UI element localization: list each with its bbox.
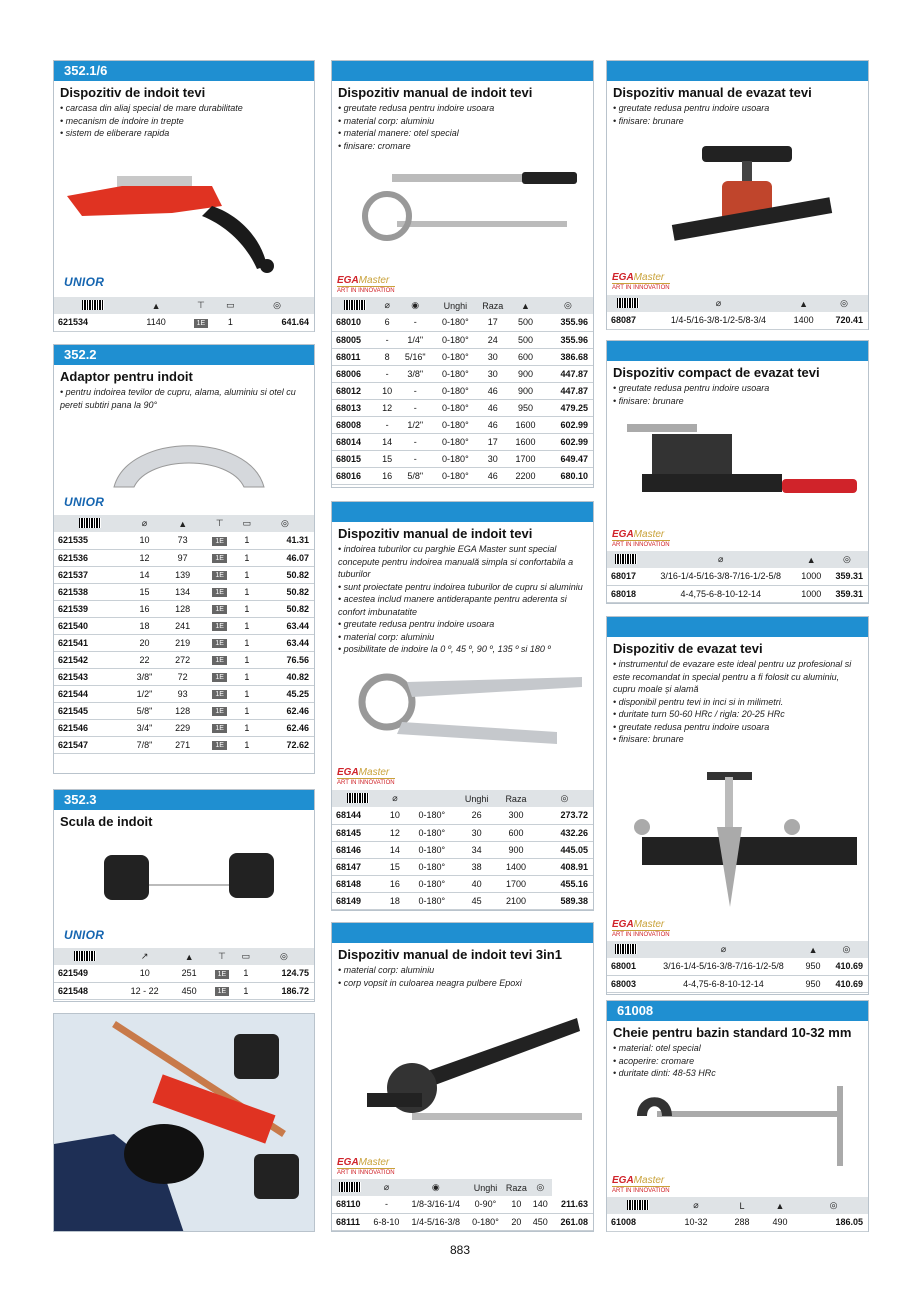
bullet: • sistem de eliberare rapida bbox=[60, 128, 170, 138]
weight-icon: ▲ bbox=[761, 1197, 799, 1214]
barcode-icon bbox=[332, 790, 383, 807]
table-row: 68146 14 0-180° 34 900 445.05 bbox=[332, 841, 593, 858]
price-icon: ◎ bbox=[240, 297, 314, 314]
barcode-icon bbox=[607, 551, 645, 568]
table-row: 621543 3/8" 72 1E 1 40.82 bbox=[54, 668, 314, 685]
bullet: • carcasa din aliaj special de mare durabilitate bbox=[60, 103, 243, 113]
price-table: ⌀ ◉ Unghi Raza ◎ 68110 - 1/8-3/16-1/4 0-90° 10 140 211.63 68111 6-8-10 1/4-5/16-3/8 0-180° 20 450 261.08 bbox=[332, 1179, 593, 1231]
price-icon: ◎ bbox=[826, 551, 868, 568]
table-row: 621535 10 73 1E 1 41.31 bbox=[54, 532, 314, 549]
bullet: • material corp: aluminiu bbox=[338, 115, 435, 126]
table-row: 68010 6 - 0-180° 17 500 355.96 bbox=[332, 314, 593, 331]
table-row: 68013 12 - 0-180° 46 950 479.25 bbox=[332, 399, 593, 416]
table-row: 68016 16 5/8" 0-180° 46 2200 680.10 bbox=[332, 467, 593, 484]
section-number: 352.1/6 bbox=[54, 61, 314, 81]
barcode-icon bbox=[607, 1197, 669, 1214]
manual-bender-image bbox=[347, 166, 582, 256]
unior-logo: UNIOR bbox=[64, 495, 105, 509]
table-row: 68018 4-4,75-6-8-10-12-14 1000 359.31 bbox=[607, 585, 868, 602]
section-number: 352.3 bbox=[54, 790, 314, 810]
product-card-68144 bbox=[331, 501, 594, 911]
inch-icon: ◉ bbox=[404, 1179, 467, 1196]
table-row: 621547 7/8" 271 1E 1 72.62 bbox=[54, 736, 314, 753]
bullet: • greutate redusa pentru indoire usoara bbox=[613, 103, 770, 113]
table-row: 68001 3/16-1/4-5/16-3/8-7/16-1/2-5/8 950 410.69 bbox=[607, 958, 868, 975]
lever-bender-image bbox=[347, 662, 582, 762]
section-number: 352.2 bbox=[54, 345, 314, 365]
table-row: 68014 14 - 0-180° 17 1600 602.99 bbox=[332, 433, 593, 450]
barcode-icon bbox=[54, 297, 131, 314]
product-title: Dispozitiv de evazat tevi bbox=[613, 641, 763, 656]
pack-icon: ▭ bbox=[238, 948, 254, 965]
product-card-68017 bbox=[606, 340, 869, 604]
usage-photo bbox=[53, 1013, 315, 1232]
table-row: 621542 22 272 1E 1 76.56 bbox=[54, 651, 314, 668]
product-card-68110 bbox=[331, 922, 594, 1232]
basin-wrench-image bbox=[627, 1081, 857, 1171]
ega-master-logo: EGAMaster ART IN INNOVATION bbox=[337, 1157, 395, 1176]
table-row: 68144 10 0-180° 26 300 273.72 bbox=[332, 807, 593, 824]
product-title: Dispozitiv manual de indoit tevi bbox=[338, 526, 533, 541]
table-row: 68006 - 3/8" 0-180° 30 900 447.87 bbox=[332, 365, 593, 382]
table-row: 621541 20 219 1E 1 63.44 bbox=[54, 634, 314, 651]
barcode-icon bbox=[54, 515, 125, 532]
product-card-68001 bbox=[606, 616, 869, 995]
bending-tool-image bbox=[94, 845, 284, 920]
weight-icon: ▲ bbox=[131, 297, 181, 314]
bullet: • material: otel special bbox=[613, 1043, 701, 1053]
table-row: 621534 1140 1E 1 641.64 bbox=[54, 314, 314, 331]
barcode-icon bbox=[332, 297, 377, 314]
table-row: 68110 - 1/8-3/16-1/4 0-90° 10 140 211.63 bbox=[332, 1196, 593, 1213]
price-table bbox=[54, 515, 314, 754]
barcode-icon bbox=[332, 1179, 369, 1196]
table-row: 68017 3/16-1/4-5/16-3/8-7/16-1/2-5/8 1000 359.31 bbox=[607, 568, 868, 585]
diameter-icon: ⌀ bbox=[369, 1179, 405, 1196]
diameter-icon: ⌀ bbox=[125, 515, 164, 532]
price-table bbox=[607, 295, 868, 330]
product-card-61008 bbox=[606, 1000, 869, 1232]
bullet: • finisare: brunare bbox=[613, 734, 684, 744]
product-card-352-2 bbox=[53, 344, 315, 774]
table-row: 68008 - 1/2" 0-180° 46 1600 602.99 bbox=[332, 416, 593, 433]
product-title: Adaptor pentru indoit bbox=[60, 369, 193, 384]
ega-master-logo: EGAMaster ART IN INNOVATION bbox=[612, 529, 670, 548]
product-title: Dispozitiv manual de indoit tevi 3in1 bbox=[338, 947, 562, 962]
ega-master-logo: EGAMaster ART IN INNOVATION bbox=[612, 919, 670, 938]
table-row: 68147 15 0-180° 38 1400 408.91 bbox=[332, 858, 593, 875]
table-row: 621538 15 134 1E 1 50.82 bbox=[54, 583, 314, 600]
bullet: • finisare: brunare bbox=[613, 115, 684, 126]
bullet: • acoperire: cromare bbox=[613, 1055, 695, 1066]
section-number: 61008 bbox=[607, 1001, 868, 1021]
bullet: • posibilitate de indoire la 0 º, 45 º, 90 º, 135 º si 180 º bbox=[338, 644, 551, 654]
bullet: • corp vopsit in culoarea neagra pulbere Epoxi bbox=[338, 977, 522, 988]
weight-icon: ▲ bbox=[173, 948, 206, 965]
table-row: 68005 - 1/4" 0-180° 24 500 355.96 bbox=[332, 331, 593, 348]
bullet: • indoirea tuburilor cu parghie EGA Master sunt special concepute pentru indoirea manuală simpla si confortabila a tuburilor bbox=[338, 544, 574, 579]
price-table: ⌀ L ▲ ◎ 61008 10-32 288 490 186.05 bbox=[607, 1197, 868, 1232]
price-icon: ◎ bbox=[256, 515, 314, 532]
table-row: 68145 12 0-180° 30 600 432.26 bbox=[332, 824, 593, 841]
diameter-icon: ⌀ bbox=[645, 551, 797, 568]
pack-icon: ▭ bbox=[238, 515, 256, 532]
table-row: 68149 18 0-180° 45 2100 589.38 bbox=[332, 892, 593, 909]
ega-master-logo: EGAMaster ART IN INNOVATION bbox=[612, 272, 670, 291]
warranty-icon: ⊤ bbox=[206, 948, 238, 965]
bullet: • duritate dinti: 48-53 HRc bbox=[613, 1068, 716, 1078]
3in1-bender-image bbox=[362, 1013, 582, 1123]
section-header bbox=[607, 61, 868, 81]
product-card-68087 bbox=[606, 60, 869, 330]
table-row: 621540 18 241 1E 1 63.44 bbox=[54, 617, 314, 634]
diameter-icon: ⌀ bbox=[646, 941, 801, 958]
price-table bbox=[607, 551, 868, 603]
table-row: 621536 12 97 1E 1 46.07 bbox=[54, 549, 314, 566]
table-row: 68111 6-8-10 1/4-5/16-3/8 0-180° 20 450 261.08 bbox=[332, 1213, 593, 1230]
price-table bbox=[54, 948, 314, 1000]
ega-master-logo: EGAMaster ART IN INNOVATION bbox=[612, 1175, 670, 1194]
table-row: 68015 15 - 0-180° 30 1700 649.47 bbox=[332, 450, 593, 467]
price-table: ⌀ ◉ Unghi Raza ▲ ◎ 68010 6 - 0-180° 17 500 355.96 68005 - 1/4" 0-180° 24 500 355.96 68011 8 5/16" 0-180° 30 600 386.68 68006 - 3/8" 0-180° 30 900 447.87 68012 10 - 0-180° 46 900 447.87 68013 12 - 0-180° 46 950 479.25 68008 - 1/2" 0-180° 46 1600 602.99 68014 14 - 0-180° 17 1600 602.99 68015 15 - 0-180° 30 1700 649.47 68016 16 5/8" 0-180° 46 2200 680.10 bbox=[332, 297, 593, 485]
product-card-352-1-6 bbox=[53, 60, 315, 332]
weight-icon: ▲ bbox=[787, 295, 820, 312]
product-title: Scula de indoit bbox=[60, 814, 153, 829]
bullet: • disponibil pentru tevi in inci si in milimetri. bbox=[613, 696, 784, 707]
compact-flaring-image bbox=[622, 419, 862, 509]
section-header bbox=[332, 923, 593, 943]
table-row: 621537 14 139 1E 1 50.82 bbox=[54, 566, 314, 583]
pipe-bender-image bbox=[62, 161, 307, 276]
product-card-68010 bbox=[331, 60, 594, 488]
section-header bbox=[332, 502, 593, 522]
price-table: ⌀ Unghi Raza ◎ 68144 10 0-180° 26 300 273.72 68145 12 0-180° 30 600 432.26 68146 14 0-180° 34 900 445.05 68147 15 0-180° 38 1400 408.91 68148 16 0-180° 40 1700 455.16 68149 18 0-180° 45 2100 589.38 bbox=[332, 790, 593, 910]
price-icon: ◎ bbox=[799, 1197, 868, 1214]
flaring-tool-image bbox=[667, 141, 837, 266]
price-icon: ◎ bbox=[254, 948, 314, 965]
weight-icon: ▲ bbox=[508, 297, 543, 314]
bullet: • pentru indoirea tevilor de cupru, alama, aluminiu si otel cu pereti subtiri pana la 90° bbox=[60, 387, 296, 410]
price-icon: ◎ bbox=[543, 297, 593, 314]
bullet: • greutate redusa pentru indoire usoara bbox=[338, 619, 495, 629]
diameter-icon: ⌀ bbox=[377, 297, 397, 314]
price-table bbox=[607, 941, 868, 993]
table-row: 68148 16 0-180° 40 1700 455.16 bbox=[332, 875, 593, 892]
bullet: • duritate turn 50-60 HRc / rigla: 20-25 HRc bbox=[613, 709, 785, 719]
table-row: 621539 16 128 1E 1 50.82 bbox=[54, 600, 314, 617]
product-title: Dispozitiv de indoit tevi bbox=[60, 85, 206, 100]
adapter-image bbox=[104, 417, 274, 497]
flaring-kit-image bbox=[622, 767, 862, 907]
table-row: 621546 3/4" 229 1E 1 62.46 bbox=[54, 719, 314, 736]
product-card-352-3 bbox=[53, 789, 315, 1002]
warranty-icon: ⊤ bbox=[181, 297, 221, 314]
product-title: Dispozitiv manual de evazat tevi bbox=[613, 85, 812, 100]
unior-logo: UNIOR bbox=[64, 928, 105, 942]
range-icon: ↗ bbox=[117, 948, 173, 965]
ega-master-logo: EGAMaster ART IN INNOVATION bbox=[337, 767, 395, 786]
table-row: 621548 12 - 22 450 1E 1 186.72 bbox=[54, 982, 314, 999]
table-row: 621545 5/8" 128 1E 1 62.46 bbox=[54, 702, 314, 719]
table-row: 68011 8 5/16" 0-180° 30 600 386.68 bbox=[332, 348, 593, 365]
bullet: • material manere: otel special bbox=[338, 128, 459, 138]
bullet: • mecanism de indoire in trepte bbox=[60, 115, 184, 126]
section-header bbox=[332, 61, 593, 81]
bullet: • finisare: cromare bbox=[338, 140, 411, 151]
weight-icon: ▲ bbox=[801, 941, 825, 958]
price-icon: ◎ bbox=[536, 790, 593, 807]
unior-logo: UNIOR bbox=[64, 275, 105, 289]
bullet: • acestea includ manere antiderapante pentru aderenta si confort imbunatatite bbox=[338, 594, 567, 617]
bullet: • finisare: brunare bbox=[613, 395, 684, 406]
section-header bbox=[607, 341, 868, 361]
page-number: 883 bbox=[449, 1243, 471, 1257]
price-table bbox=[54, 297, 314, 332]
barcode-icon bbox=[54, 948, 117, 965]
barcode-icon bbox=[607, 941, 646, 958]
table-row: 61008 10-32 288 490 186.05 bbox=[607, 1214, 868, 1231]
bullet: • greutate redusa pentru indoire usoara bbox=[338, 103, 495, 113]
price-icon: ◎ bbox=[529, 1179, 552, 1196]
product-title: Dispozitiv compact de evazat tevi bbox=[613, 365, 820, 380]
bullet: • material corp: aluminiu bbox=[338, 965, 435, 975]
table-row: 621544 1/2" 93 1E 1 45.25 bbox=[54, 685, 314, 702]
product-title: Cheie pentru bazin standard 10-32 mm bbox=[613, 1025, 852, 1040]
section-header bbox=[607, 617, 868, 637]
diameter-icon: ⌀ bbox=[669, 1197, 723, 1214]
diameter-icon: ⌀ bbox=[650, 295, 787, 312]
bullet: • greutate redusa pentru indoire usoara bbox=[613, 383, 770, 393]
table-row: 68012 10 - 0-180° 46 900 447.87 bbox=[332, 382, 593, 399]
product-title: Dispozitiv manual de indoit tevi bbox=[338, 85, 533, 100]
price-icon: ◎ bbox=[820, 295, 868, 312]
weight-icon: ▲ bbox=[164, 515, 202, 532]
barcode-icon bbox=[607, 295, 650, 312]
pack-icon: ▭ bbox=[221, 297, 240, 314]
bullet: • greutate redusa pentru indoire usoara bbox=[613, 721, 770, 732]
inch-icon: ◉ bbox=[397, 297, 433, 314]
bullet: • sunt proiectate pentru indoirea tuburilor de cupru si aluminiu bbox=[338, 581, 583, 592]
price-icon: ◎ bbox=[825, 941, 868, 958]
bullet: • instrumentul de evazare este ideal pentru uz profesional si este recomandat in special pentru a fi folosit cu aluminiu, cupru moale și alamă bbox=[613, 659, 852, 694]
ega-master-logo: EGAMaster ART IN INNOVATION bbox=[337, 275, 395, 294]
bullet: • material corp: aluminiu bbox=[338, 631, 435, 642]
diameter-icon: ⌀ bbox=[383, 790, 406, 807]
table-row: 68003 4-4,75-6-8-10-12-14 950 410.69 bbox=[607, 975, 868, 992]
table-row: 68087 1/4-5/16-3/8-1/2-5/8-3/4 1400 720.41 bbox=[607, 312, 868, 329]
weight-icon: ▲ bbox=[797, 551, 826, 568]
warranty-icon: ⊤ bbox=[201, 515, 238, 532]
table-row: 621549 10 251 1E 1 124.75 bbox=[54, 965, 314, 982]
